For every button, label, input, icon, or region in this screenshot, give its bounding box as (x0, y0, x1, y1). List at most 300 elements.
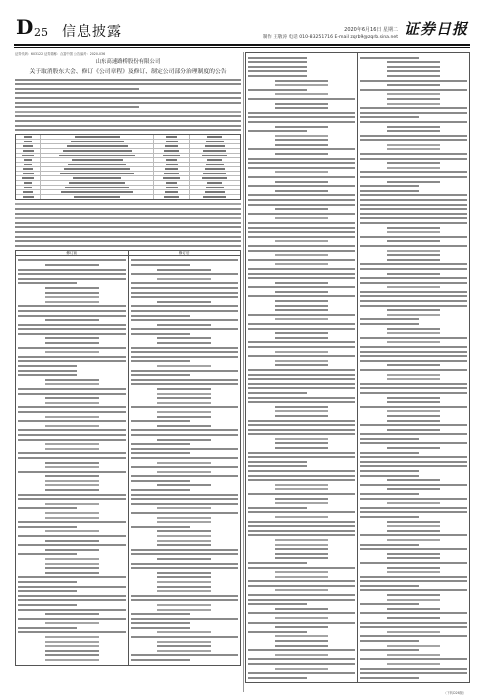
text-line (387, 75, 441, 77)
text-line (360, 424, 467, 426)
text-line (387, 309, 441, 311)
text-line (387, 599, 441, 601)
text-line (387, 567, 441, 569)
text-line (18, 586, 126, 588)
section-title: 信息披露 (62, 24, 122, 40)
continued-note: （下转D26版） (443, 691, 466, 695)
text-line (45, 484, 99, 486)
text-line (157, 581, 211, 583)
text-line (275, 153, 329, 155)
text-line (248, 162, 355, 164)
text-line (15, 203, 241, 205)
text-line (248, 456, 355, 458)
text-line (131, 360, 190, 362)
text-line (157, 411, 211, 413)
text-line (157, 462, 211, 464)
text-line (275, 438, 329, 440)
text-line (275, 626, 329, 628)
text-line (248, 585, 355, 587)
text-line (248, 493, 355, 495)
text-line (131, 292, 239, 294)
text-line (248, 369, 355, 371)
text-line (248, 580, 355, 582)
text-line (248, 61, 307, 63)
text-line (360, 465, 467, 467)
text-line (275, 126, 329, 128)
text-line (157, 530, 211, 532)
text-line (45, 301, 99, 303)
text-line (131, 654, 239, 656)
table-cell (16, 158, 41, 162)
text-line (360, 369, 467, 371)
text-line (387, 429, 441, 431)
text-line (131, 659, 190, 661)
text-line (360, 57, 419, 59)
text-line (15, 92, 241, 94)
text-line (45, 636, 99, 638)
text-line (248, 663, 355, 665)
table-cell (41, 167, 154, 171)
text-line (157, 535, 211, 537)
text-line (248, 277, 355, 279)
header-rule-thick (14, 44, 470, 46)
text-line (18, 544, 126, 546)
text-line (248, 204, 355, 206)
text-line (157, 609, 211, 611)
text-line (131, 296, 239, 298)
header-rule-thin (14, 47, 470, 48)
text-line (45, 622, 99, 624)
text-line (360, 442, 467, 444)
text-line (275, 103, 329, 105)
text-line (248, 622, 355, 624)
text-line (248, 158, 355, 160)
text-line (360, 222, 467, 224)
text-line (248, 259, 355, 261)
text-line (275, 544, 329, 546)
text-line (387, 286, 441, 288)
text-line (131, 457, 239, 459)
text-line (248, 420, 355, 422)
text-line (248, 116, 355, 118)
text-line (360, 263, 467, 265)
text-line (360, 534, 467, 536)
text-line (131, 475, 239, 477)
text-line (248, 121, 355, 123)
text-line (275, 171, 329, 173)
text-line (275, 571, 329, 573)
newspaper-logo: 证券日报 (403, 20, 468, 38)
table-cell (190, 186, 240, 190)
text-line (248, 479, 355, 481)
text-line (275, 576, 329, 578)
text-line (15, 88, 139, 90)
right-comparison-table (245, 52, 470, 683)
text-line (18, 347, 126, 349)
text-line (275, 139, 329, 141)
text-line (18, 411, 126, 413)
text-line (387, 61, 441, 63)
text-line (15, 240, 241, 242)
text-line (15, 129, 241, 131)
text-line (360, 107, 467, 109)
page-letter: D (16, 15, 34, 39)
text-line (360, 580, 467, 582)
text-line (360, 649, 419, 651)
text-line (360, 300, 467, 302)
text-line (275, 254, 329, 256)
table-cell (190, 140, 240, 144)
text-line (18, 406, 126, 408)
text-line (248, 424, 355, 426)
text-line (360, 158, 467, 160)
text-line (18, 595, 126, 597)
text-line (275, 447, 329, 449)
table-cell (16, 149, 41, 153)
text-line (131, 374, 190, 376)
text-line (131, 448, 239, 450)
text-line (18, 507, 77, 509)
text-line (18, 315, 126, 317)
text-line (275, 318, 329, 320)
text-line (387, 502, 441, 504)
text-line (275, 208, 329, 210)
text-line (18, 259, 126, 261)
text-line (275, 181, 329, 183)
text-line (131, 595, 239, 597)
announcement-title: 关于取消股东大会、修订《公司章程》及修订、制定公司部分治理制度的公告 (29, 68, 227, 75)
text-line (15, 208, 241, 210)
text-line (360, 475, 419, 477)
text-line (15, 217, 241, 219)
text-line (15, 111, 241, 113)
table-cell (41, 154, 154, 158)
text-line (360, 658, 467, 660)
text-line (131, 420, 190, 422)
text-line (157, 342, 211, 344)
text-line (275, 217, 329, 219)
table-cell (16, 195, 41, 200)
text-line (248, 511, 355, 513)
text-line (360, 511, 467, 513)
text-line (360, 498, 467, 500)
text-line (45, 503, 99, 505)
text-line (18, 631, 126, 633)
text-line (131, 549, 239, 551)
text-line (387, 488, 441, 490)
text-line (248, 176, 355, 178)
text-line (275, 332, 329, 334)
text-line (387, 314, 441, 316)
text-line (387, 397, 441, 399)
text-line (18, 576, 126, 578)
text-line (248, 268, 355, 270)
table-cell (16, 154, 41, 158)
text-line (248, 507, 307, 509)
text-line (157, 507, 211, 509)
comparison-column-after (129, 256, 241, 665)
text-line (45, 540, 99, 542)
text-line (131, 287, 239, 289)
text-line (387, 93, 441, 95)
text-line (18, 439, 126, 441)
text-line (275, 360, 329, 362)
text-line (387, 148, 441, 150)
text-line (45, 443, 99, 445)
text-line (131, 563, 239, 565)
table-cell (16, 140, 41, 144)
text-line (157, 425, 211, 427)
text-line (45, 512, 99, 514)
text-line (275, 502, 329, 504)
text-line (360, 576, 467, 578)
text-line (157, 471, 211, 473)
text-line (157, 269, 211, 271)
text-line (275, 645, 329, 647)
text-line (18, 521, 126, 523)
text-line (248, 465, 307, 467)
text-line (387, 557, 441, 559)
text-line (18, 599, 126, 601)
table-cell (16, 167, 41, 171)
text-line (248, 649, 355, 651)
text-line (248, 612, 355, 614)
text-line (387, 525, 441, 527)
table-cell (154, 149, 189, 153)
text-line (131, 434, 239, 436)
text-line (15, 115, 241, 117)
text-line (360, 668, 467, 670)
text-line (18, 370, 77, 372)
text-line (248, 383, 355, 385)
text-line (157, 540, 211, 542)
table-cell (41, 186, 154, 190)
table-cell (190, 135, 240, 139)
text-line (248, 387, 355, 389)
text-line (248, 245, 355, 247)
text-line (45, 448, 99, 450)
text-line (360, 640, 419, 642)
text-line (360, 277, 467, 279)
text-line (45, 397, 99, 399)
text-line (45, 563, 99, 565)
text-line (275, 668, 329, 670)
text-line (387, 410, 441, 412)
text-line (360, 204, 467, 206)
text-line (131, 512, 239, 514)
text-line (131, 618, 239, 620)
text-line (248, 148, 355, 150)
text-line (360, 456, 467, 458)
table-cell (41, 163, 154, 167)
text-line (387, 617, 441, 619)
table-cell (154, 181, 189, 185)
text-line (387, 654, 441, 656)
text-line (360, 121, 467, 123)
comparison-header-after: 修订后 (178, 250, 190, 255)
text-line (387, 341, 441, 343)
text-line (131, 264, 190, 266)
text-line (248, 603, 307, 605)
text-line (360, 355, 467, 357)
text-line (18, 429, 126, 431)
text-line (157, 397, 211, 399)
text-line (275, 516, 329, 518)
text-line (275, 442, 329, 444)
text-line (248, 194, 355, 196)
text-line (248, 355, 355, 357)
text-line (275, 553, 329, 555)
text-line (360, 387, 467, 389)
text-line (387, 479, 441, 481)
text-line (275, 406, 329, 408)
masthead (0, 0, 484, 46)
table-cell (41, 172, 154, 176)
text-line (131, 406, 239, 408)
text-line (248, 75, 307, 77)
page-number: 25 (34, 26, 48, 39)
text-line (275, 415, 329, 417)
text-line (18, 278, 126, 280)
table-cell (154, 167, 189, 171)
text-line (248, 530, 355, 532)
text-line (157, 365, 211, 367)
text-line (15, 226, 241, 228)
table-cell (154, 186, 189, 190)
text-line (18, 333, 126, 335)
text-line (387, 84, 441, 86)
text-line (248, 392, 307, 394)
text-line (157, 393, 211, 395)
table-cell (41, 195, 154, 200)
text-line (131, 494, 239, 496)
text-line (18, 553, 77, 555)
text-line (387, 273, 441, 275)
text-line (45, 319, 99, 321)
text-line (45, 416, 99, 418)
table-cell (41, 158, 154, 162)
text-line (248, 525, 355, 527)
text-line (360, 213, 467, 215)
text-line (18, 457, 126, 459)
table-cell (190, 154, 240, 158)
text-line (275, 410, 329, 412)
text-line (18, 471, 126, 473)
text-line (18, 360, 126, 362)
table-cell (16, 176, 41, 180)
text-line (157, 324, 211, 326)
table-cell (154, 172, 189, 176)
text-line (18, 452, 126, 454)
text-line (275, 263, 329, 265)
text-line (387, 254, 441, 256)
text-line (131, 452, 190, 454)
text-line (131, 356, 239, 358)
table-cell (154, 176, 189, 180)
text-line (18, 420, 126, 422)
text-line (45, 489, 99, 491)
text-line (248, 112, 355, 114)
text-line (45, 613, 99, 615)
table-cell (190, 195, 240, 200)
text-line (360, 194, 467, 196)
text-line (275, 93, 329, 95)
text-line (248, 227, 355, 229)
text-line (15, 79, 241, 81)
text-line (131, 259, 239, 261)
text-line (360, 190, 419, 192)
text-line (18, 494, 126, 496)
table-cell (154, 195, 189, 200)
text-line (275, 654, 329, 656)
text-line (45, 641, 99, 643)
text-line (18, 434, 126, 436)
text-line (157, 590, 211, 592)
text-line (131, 622, 190, 624)
text-line (360, 635, 467, 637)
text-line (131, 553, 239, 555)
text-line (131, 319, 239, 321)
text-line (387, 240, 441, 242)
text-line (275, 309, 329, 311)
text-line (248, 70, 307, 72)
table-cell (190, 172, 240, 176)
text-line (275, 300, 329, 302)
text-line (15, 125, 241, 127)
text-line (15, 97, 241, 99)
text-line (387, 645, 441, 647)
text-line (18, 273, 126, 275)
table-cell (154, 144, 189, 148)
table-cell (16, 135, 41, 139)
text-line (360, 295, 467, 297)
text-line (131, 370, 239, 372)
table-cell (41, 149, 154, 153)
text-line (360, 677, 419, 679)
text-line (248, 130, 307, 132)
text-line (387, 530, 441, 532)
text-line (131, 627, 190, 629)
text-line (360, 185, 419, 187)
text-line (157, 576, 211, 578)
text-line (18, 374, 77, 376)
text-line (131, 503, 239, 505)
text-line (131, 429, 239, 431)
text-line (387, 631, 441, 633)
text-line (18, 609, 126, 611)
text-line (248, 323, 355, 325)
text-line (360, 438, 419, 440)
text-line (248, 167, 355, 169)
column-divider (243, 52, 244, 692)
text-line (248, 185, 355, 187)
table-cell (154, 163, 189, 167)
text-line (131, 333, 190, 335)
text-line (275, 484, 329, 486)
table-cell (190, 181, 240, 185)
table-cell (16, 186, 41, 190)
text-line (275, 640, 329, 642)
text-line (360, 589, 467, 591)
text-line (248, 328, 355, 330)
text-line (157, 517, 211, 519)
text-line (157, 631, 211, 633)
text-line (360, 622, 467, 624)
text-line (131, 273, 239, 275)
text-line (360, 626, 467, 628)
text-line (45, 650, 99, 652)
text-line (387, 401, 441, 403)
